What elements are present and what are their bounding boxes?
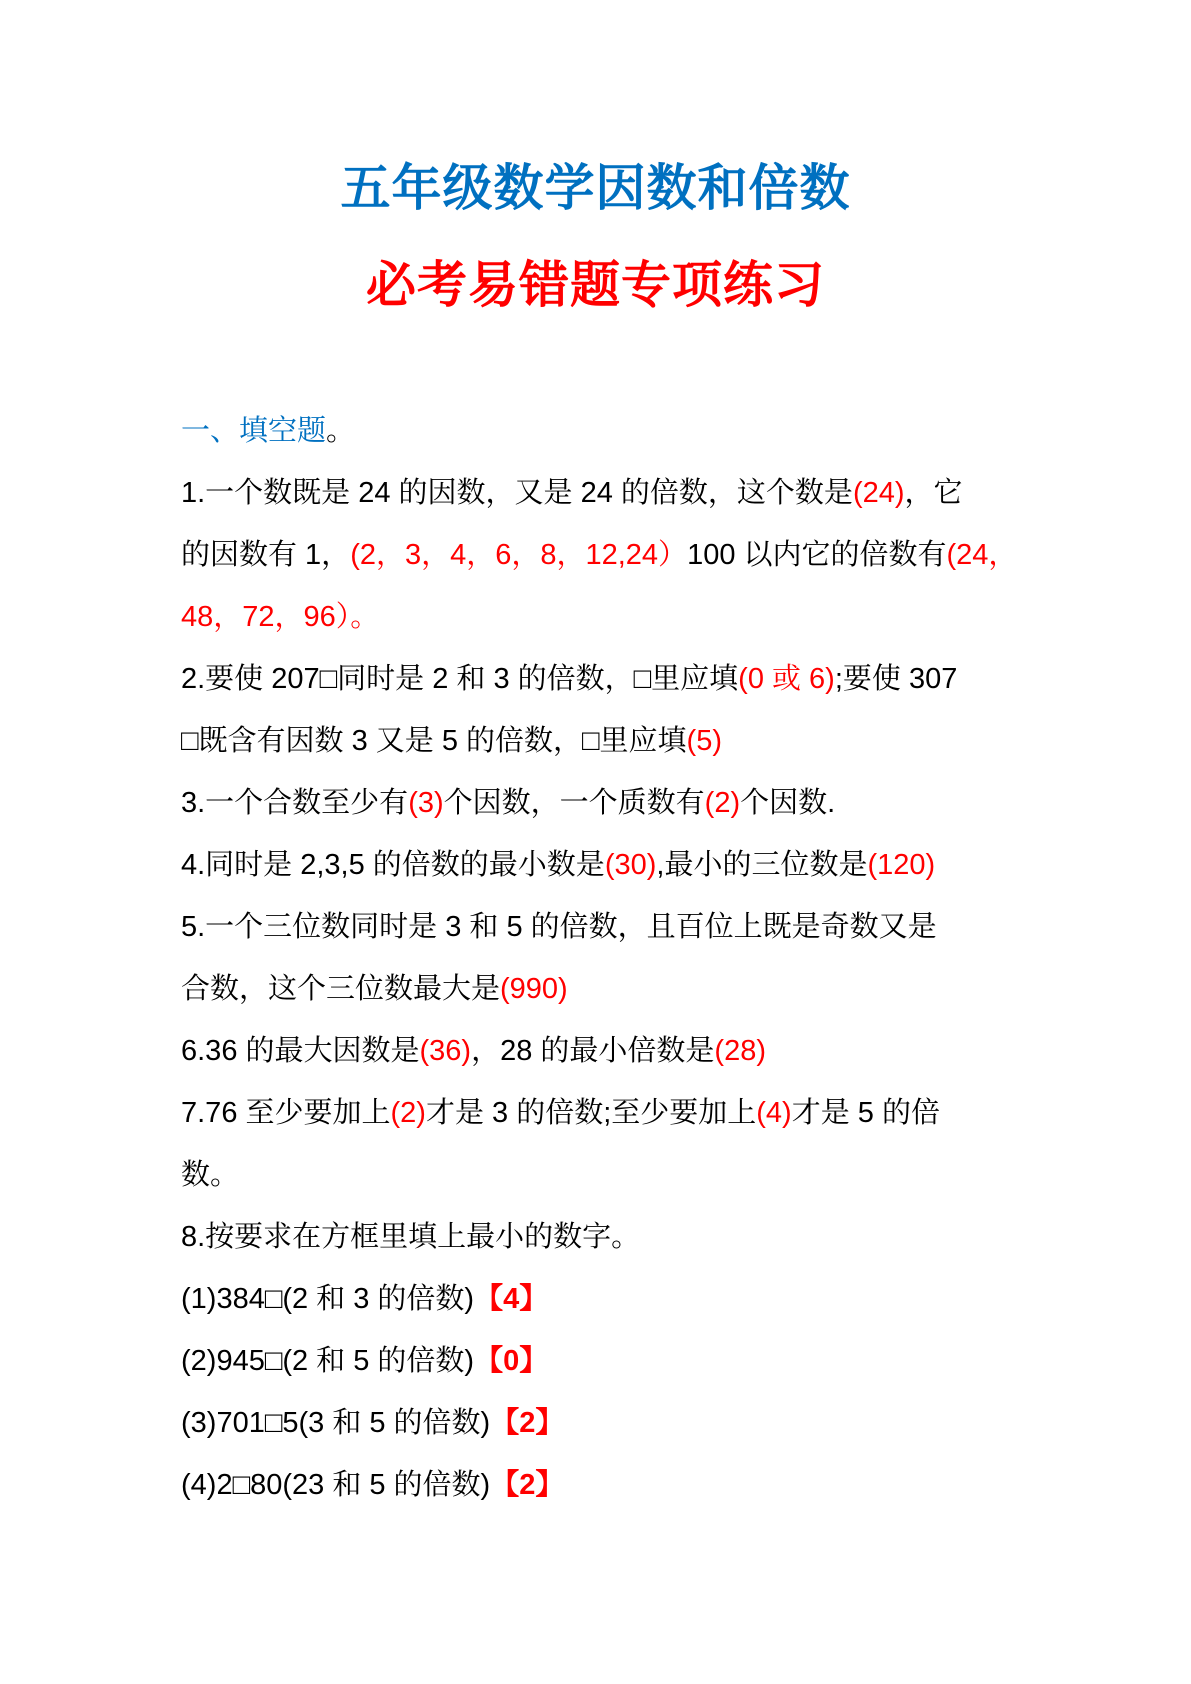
question-7-line-1 [181, 1082, 1031, 1144]
page-subtitle: 必考易错题专项练习 [366, 255, 825, 314]
question-text: (3)701□5(3 和 5 的倍数) [181, 1407, 491, 1439]
question-5-line-2 [181, 958, 1031, 1020]
page-title: 五年级数学因数和倍数 [340, 158, 851, 217]
answer: (990) [500, 973, 568, 1005]
question-2-line-1 [181, 648, 1031, 710]
question-7-line-2 [181, 1144, 1031, 1206]
question-text: 7.76 至少要加上 [181, 1097, 391, 1129]
answer: (24， [946, 539, 1018, 571]
answer: (24) [852, 477, 905, 509]
question-text: 5.一个三位数同时是 3 和 5 的倍数，且百位上既是奇数又是 [181, 911, 937, 943]
section-heading-tail: 。 [326, 415, 356, 447]
question-text: 个因数，一个质数有 [443, 787, 705, 819]
question-text: □既含有因数 3 又是 5 的倍数，□里应填 [181, 725, 687, 757]
answer: (2，3，4，6，8，12,24） [350, 539, 688, 571]
answer: (30) [604, 849, 657, 881]
question-6 [181, 1020, 1031, 1082]
answer: (36) [419, 1035, 472, 1067]
question-8-item-2 [181, 1330, 1031, 1392]
answer: (2) [390, 1097, 426, 1129]
answer: (2) [704, 787, 741, 819]
worksheet-content [181, 400, 1031, 1516]
question-text: 的因数有 1， [181, 539, 351, 571]
question-text: (1)384□(2 和 3 的倍数) [181, 1283, 475, 1315]
question-8-item-3 [181, 1392, 1031, 1454]
question-text: ，它 [904, 477, 963, 509]
question-2-line-2 [181, 710, 1031, 772]
question-text: 4.同时是 2,3,5 的倍数的最小数是 [181, 849, 605, 881]
question-text: ;要使 307 [834, 663, 958, 695]
answer: 【2】 [490, 1407, 565, 1439]
answer: (28) [714, 1035, 766, 1067]
question-1-line-1 [181, 462, 1031, 524]
question-text: ，28 的最小倍数是 [471, 1035, 715, 1067]
question-text: (2)945□(2 和 5 的倍数) [181, 1345, 475, 1377]
answer: (4) [756, 1097, 792, 1129]
question-8-item-4 [181, 1454, 1031, 1516]
question-text: 8.按要求在方框里填上最小的数字。 [181, 1221, 641, 1253]
question-4 [181, 834, 1031, 896]
question-text: 1.一个数既是 24 的因数，又是 24 的倍数，这个数是 [181, 477, 853, 509]
question-text: 100 以内它的倍数有 [687, 539, 947, 571]
question-text: 个因数. [740, 787, 836, 819]
answer: 【2】 [490, 1469, 565, 1501]
question-1-line-2 [181, 524, 1031, 586]
question-text: 3.一个合数至少有 [181, 787, 409, 819]
question-text: 数。 [181, 1159, 240, 1191]
answer: 【0】 [474, 1345, 549, 1377]
question-8-item-1 [181, 1268, 1031, 1330]
question-text: 合数，这个三位数最大是 [181, 973, 501, 1005]
question-text: ,最小的三位数是 [656, 849, 868, 881]
section-heading [181, 400, 1031, 462]
question-5-line-1 [181, 896, 1031, 958]
answer: (3) [408, 787, 444, 819]
section-heading-text: 一、填空题 [181, 415, 327, 447]
answer: (0 或 6) [738, 663, 835, 695]
answer: (5) [686, 725, 722, 757]
answer: 【4】 [474, 1283, 549, 1315]
answer: (120) [867, 849, 936, 881]
question-text: 才是 5 的倍 [791, 1097, 940, 1129]
question-8-prompt [181, 1206, 1031, 1268]
question-1-line-3 [181, 586, 1031, 648]
question-text: 才是 3 的倍数;至少要加上 [425, 1097, 757, 1129]
question-text: 2.要使 207□同时是 2 和 3 的倍数，□里应填 [181, 663, 739, 695]
question-text: 6.36 的最大因数是 [181, 1035, 420, 1067]
question-3 [181, 772, 1031, 834]
question-text: (4)2□80(23 和 5 的倍数) [181, 1469, 491, 1501]
answer: 48，72，96）。 [181, 601, 380, 633]
